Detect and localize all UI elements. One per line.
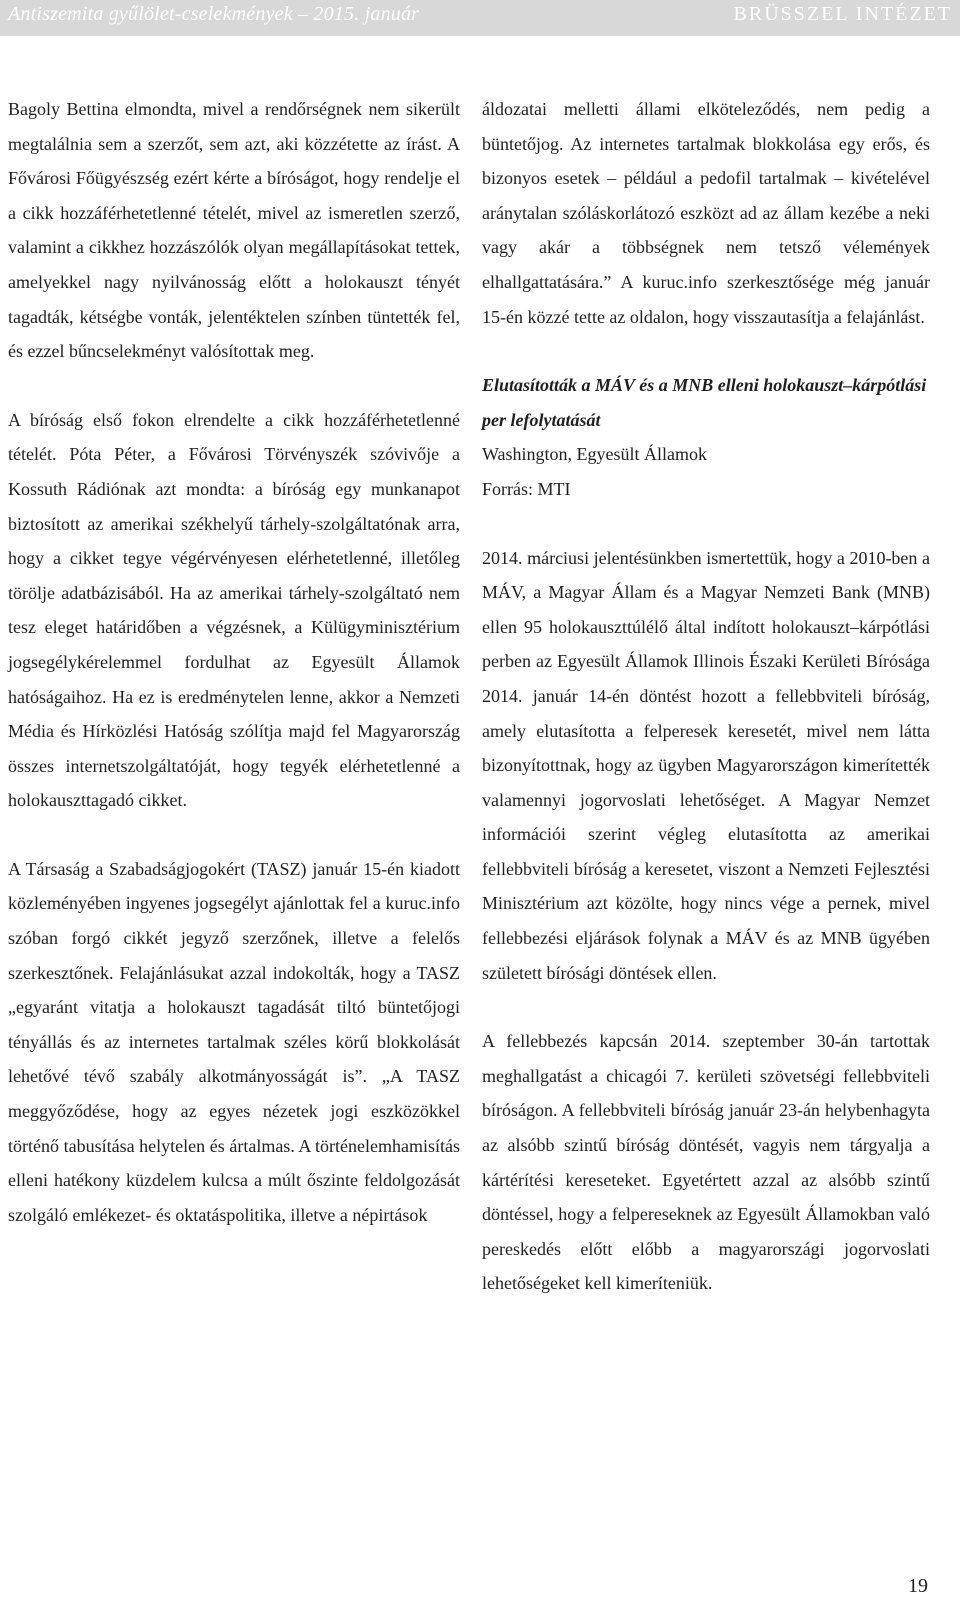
article-heading: Elutasították a MÁV és a MNB elleni holokauszt–kárpótlási per lefolytatását	[482, 375, 927, 430]
left-column	[8, 92, 460, 1232]
right-paragraph-1: áldozatai melletti állami elköteleződés, nem pedig a büntetőjog. Az internetes tartalmak blokkolása egy erős, és bizonyos esetek – például a pedofil tartalmak – kivételével aránytalan szóláskorlátozó eszközt ad az állam kezébe a neki vagy akár a többségnek nem tetsző vélemények elhallgattatására.” A kuruc.info szerkesztősége még január 15-én közzé tette az oldalon, hogy visszautasítja a felajánlást.	[482, 99, 930, 327]
page-number: 19	[908, 1575, 928, 1597]
article-location: Washington, Egyesült Államok	[482, 444, 708, 465]
left-paragraph-1: Bagoly Bettina elmondta, mivel a rendőrségnek nem sikerült megtalálnia sem a szerzőt, sem azt, aki közzétette az írást. A Fővárosi Főügyészség ezért kérte a bíróságot, hogy rendelje el a cikk hozzáférhetetlenné tételét, mivel az ismeretlen szerző, valamint a cikkhez hozzászólók olyan megállapításokat tettek, amelyekkel nagy nyilvánosság előtt a holokauszt tényét tagadták, kétségbe vonták, jelentéktelen színben tüntették fel, és ezzel bűncselekményt valósítottak meg.	[8, 99, 460, 362]
header-publisher: BRÜSSZEL INTÉZET	[733, 3, 952, 25]
left-paragraph-3: A Társaság a Szabadságjogokért (TASZ) január 15-én kiadott közleményében ingyenes jogsegélyt ajánlottak fel a kuruc.info szóban forgó cikkét jegyző szerzőnek, illetve a felelős szerkesztőnek. Felajánlásukat azzal indokolták, hogy a TASZ „egyaránt vitatja a holokauszt tagadását tiltó büntetőjogi tényállás és az internetes tartalmak széles körű blokkolását lehetővé tévő szabály alkotmányosságát is”. „A TASZ meggyőződése, hogy az egyes nézetek jogi eszközökkel történő tabusítása helytelen és ártalmas. A történelemhamisítás elleni hatékony küzdelem kulcsa a múlt őszinte feldolgozását szolgáló emlékezet- és oktatáspolitika, illetve a népirtások	[8, 858, 460, 1225]
header-document-title: Antiszemita gyűlölet-cselekmények – 2015. január	[8, 3, 420, 25]
page-header	[0, 0, 960, 36]
right-paragraph-3: A fellebbezés kapcsán 2014. szeptember 30-án tartottak meghallgatást a chicagói 7. kerületi szövetségi fellebbviteli bíróságon. A fellebbviteli bíróság január 23-án helybenhagyta az alsóbb szintű bíróság döntését, vagyis nem tárgyalja a kártérítési kereseteket. Egyetértett azzal az alsóbb szintű döntéssel, hogy a felpereseknek az Egyesült Államokban való pereskedés előtt előbb a magyarországi jogorvoslati lehetőségeket kell kimeríteniük.	[482, 1031, 930, 1294]
right-column	[482, 92, 930, 1301]
left-paragraph-2: A bíróság első fokon elrendelte a cikk hozzáférhetetlenné tételét. Póta Péter, a Fővárosi Törvényszék szóvivője a Kossuth Rádiónak azt mondta: a bíróság egy munkanapot biztosított az amerikai székhelyű tárhely-szolgáltatónak arra, hogy a cikket tegye végérvényesen elérhetetlenné, illetőleg törölje adatbázisából. Ha az amerikai tárhely-szolgáltató nem tesz eleget határidőben a végzésnek, a Külügyminisztérium jogsegélykérelemmel fordulhat az Egyesült Államok hatóságaihoz. Ha ez is eredménytelen lenne, akkor a Nemzeti Média és Hírközlési Hatóság szólítja majd fel Magyarország összes internetszolgáltatóját, hogy tegyék elérhetetlenné a holokauszttagadó cikket.	[8, 409, 460, 811]
article-source: Forrás: MTI	[482, 478, 571, 499]
right-paragraph-2: 2014. márciusi jelentésünkben ismertettük, hogy a 2010-ben a MÁV, a Magyar Állam és a Magyar Nemzeti Bank (MNB) ellen 95 holokauszttúlélő által indított holokauszt–kárpótlási perben az Egyesült Államok Illinois Északi Kerületi Bírósága 2014. január 14-én döntést hozott a fellebbviteli bíróság, amely elutasította a felperesek keresetét, mivel nem látta bizonyítottnak, hogy az ügyben Magyarországon kimerítették valamennyi jogorvoslati lehetőséget. A Magyar Nemzet információi szerint végleg elutasította az amerikai fellebbviteli bíróság a keresetet, viszont a Nemzeti Fejlesztési Minisztérium azt közölte, hogy nincs vége a pernek, mivel fellebbezési eljárások folynak a MÁV és az MNB ügyében született bírósági döntések ellen.	[482, 547, 930, 983]
